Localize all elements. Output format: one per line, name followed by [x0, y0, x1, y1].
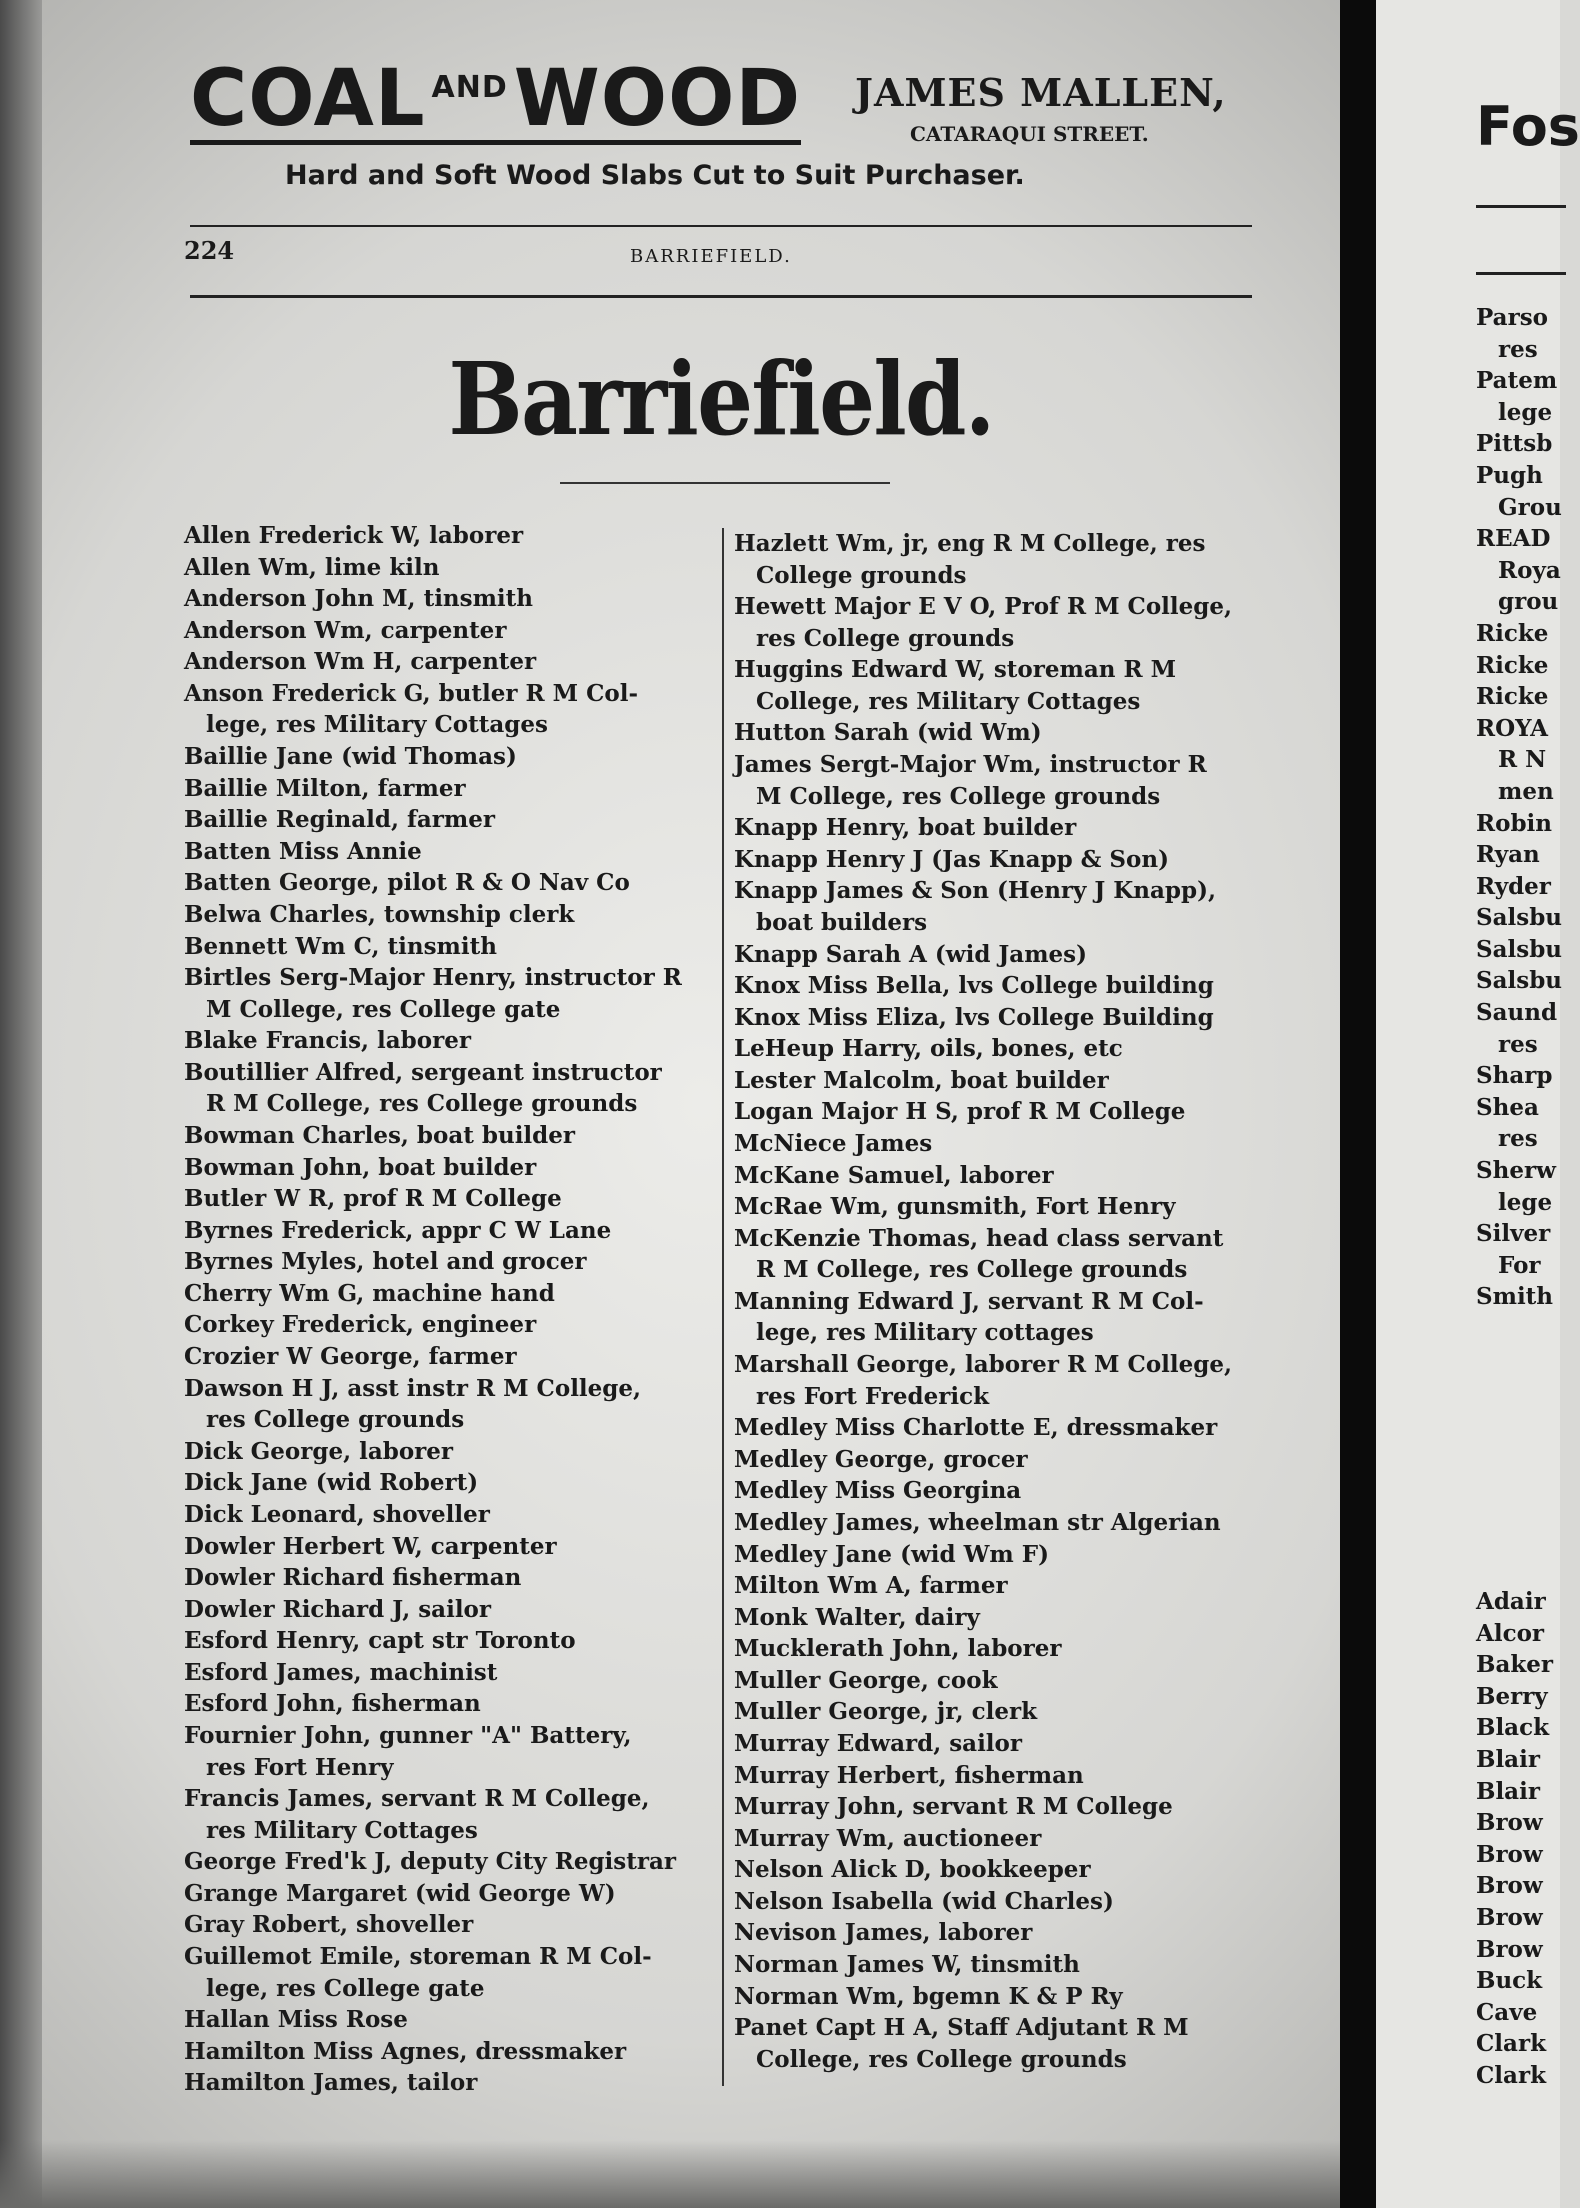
directory-entry	[184, 552, 714, 584]
directory-entry	[734, 1823, 1268, 1855]
adjacent-page-entry: Pittsb	[1476, 430, 1553, 458]
adjacent-page-entry: Blair	[1476, 1745, 1540, 1773]
entry-line: Anderson Wm, carpenter	[184, 616, 507, 644]
entry-continuation-line: M College, res College grounds	[756, 782, 1161, 810]
entry-line: Manning Edward J, servant R M Col-	[734, 1287, 1204, 1315]
entry-continuation-line: res Military Cottages	[206, 1816, 478, 1844]
column-divider	[722, 528, 724, 2086]
directory-entry	[184, 1562, 714, 1594]
adjacent-page-entry: For	[1498, 1251, 1541, 1279]
adjacent-page-entry: READ	[1476, 525, 1551, 553]
adjacent-page-entry: Berry	[1476, 1682, 1548, 1710]
directory-column-right	[734, 528, 1268, 2075]
adjacent-page-entry: lege	[1498, 398, 1553, 426]
entry-line: Anderson Wm H, carpenter	[184, 648, 537, 676]
directory-entry	[184, 1057, 714, 1120]
running-head: BARRIEFIELD.	[630, 246, 792, 267]
entry-continuation-line: M College, res College gate	[206, 995, 561, 1023]
adjacent-page-entry: Sherw	[1476, 1157, 1556, 1185]
directory-entry	[184, 1436, 714, 1468]
adjacent-page-entry: Brow	[1476, 1809, 1543, 1837]
directory-entry	[184, 615, 714, 647]
directory-entry	[734, 970, 1268, 1002]
adjacent-page-entry: Ricke	[1476, 683, 1549, 711]
directory-entry	[734, 1065, 1268, 1097]
entry-line: James Sergt-Major Wm, instructor R	[734, 751, 1207, 779]
directory-entry	[184, 1531, 714, 1563]
entry-line: Nevison James, laborer	[734, 1919, 1033, 1947]
entry-line: McNiece James	[734, 1129, 933, 1157]
entry-line: McKane Samuel, laborer	[734, 1161, 1054, 1189]
directory-entry	[734, 844, 1268, 876]
directory-entry	[184, 1120, 714, 1152]
entry-line: Huggins Edward W, storeman R M	[734, 656, 1177, 684]
adjacent-page-entry: Smith	[1476, 1283, 1554, 1311]
entry-line: Medley Miss Georgina	[734, 1477, 1022, 1505]
directory-entry	[184, 1720, 714, 1783]
directory-entry	[184, 1152, 714, 1184]
directory-entry	[184, 867, 714, 899]
entry-line: Hewett Major E V O, Prof R M College,	[734, 593, 1233, 621]
entry-line: Anderson John M, tinsmith	[184, 585, 534, 613]
directory-entry	[184, 1278, 714, 1310]
entry-continuation-line: lege, res Military Cottages	[206, 711, 548, 739]
entry-continuation-line: College grounds	[756, 561, 967, 589]
ad-title-and: AND	[431, 70, 508, 105]
adjacent-page-entry: Brow	[1476, 1903, 1543, 1931]
entry-line: Anson Frederick G, butler R M Col-	[184, 679, 639, 707]
advertisement-banner	[190, 54, 1250, 200]
adjacent-page-entry: Ryan	[1476, 841, 1540, 869]
directory-entry	[184, 899, 714, 931]
entry-line: Norman Wm, bgemn K & P Ry	[734, 1982, 1123, 2010]
adjacent-page-entry: Cave	[1476, 1998, 1538, 2026]
directory-entry	[184, 2036, 714, 2068]
directory-entry	[734, 1696, 1268, 1728]
entry-line: Baillie Milton, farmer	[184, 774, 466, 802]
ad-street: CATARAQUI STREET.	[910, 122, 1149, 146]
entry-line: Dick Leonard, shoveller	[184, 1500, 490, 1528]
entry-line: Guillemot Emile, storeman R M Col-	[184, 1943, 652, 1971]
adjacent-page-entry: Adair	[1476, 1588, 1546, 1615]
entry-line: McRae Wm, gunsmith, Fort Henry	[734, 1193, 1176, 1221]
adjacent-page-entry: Buck	[1476, 1967, 1543, 1995]
directory-entry	[734, 1475, 1268, 1507]
directory-entry	[734, 812, 1268, 844]
entry-continuation-line: res College grounds	[206, 1406, 465, 1434]
entry-line: Fournier John, gunner "A" Battery,	[184, 1721, 632, 1749]
directory-entry	[734, 939, 1268, 971]
directory-column-left	[184, 520, 714, 2099]
directory-entry	[734, 1412, 1268, 1444]
directory-entry	[184, 1657, 714, 1689]
entry-line: Esford John, fisherman	[184, 1690, 481, 1718]
directory-entry	[734, 1917, 1268, 1949]
entry-line: Corkey Frederick, engineer	[184, 1311, 537, 1339]
directory-entry	[184, 1941, 714, 2004]
entry-line: Cherry Wm G, machine hand	[184, 1279, 555, 1307]
directory-entry	[734, 528, 1268, 591]
directory-entry	[734, 1981, 1268, 2013]
adjacent-page-entry: Ricke	[1476, 619, 1549, 647]
entry-line: Byrnes Myles, hotel and grocer	[184, 1248, 587, 1276]
entry-line: Dick George, laborer	[184, 1437, 454, 1465]
directory-entry	[734, 1286, 1268, 1349]
directory-entry	[184, 1625, 714, 1657]
entry-line: Esford Henry, capt str Toronto	[184, 1627, 576, 1655]
directory-entry	[184, 1341, 714, 1373]
adjacent-page-entry: Sharp	[1476, 1062, 1553, 1090]
entry-continuation-line: lege, res Military cottages	[756, 1319, 1094, 1347]
ad-title	[190, 54, 802, 145]
adjacent-page-entry: Baker	[1476, 1651, 1554, 1679]
entry-line: Dowler Herbert W, carpenter	[184, 1532, 557, 1560]
book-gutter	[1340, 0, 1376, 2208]
directory-entry	[184, 1025, 714, 1057]
entry-line: Nelson Isabella (wid Charles)	[734, 1887, 1114, 1915]
directory-entry	[734, 1349, 1268, 1412]
entry-line: Dowler Richard fisherman	[184, 1564, 522, 1592]
entry-line: Norman James W, tinsmith	[734, 1951, 1080, 1979]
directory-entry	[734, 1444, 1268, 1476]
entry-line: Bowman Charles, boat builder	[184, 1121, 575, 1149]
entry-line: Baillie Reginald, farmer	[184, 806, 495, 834]
directory-entry	[184, 2067, 714, 2099]
directory-entry	[734, 1160, 1268, 1192]
directory-entry	[184, 773, 714, 805]
adjacent-page-header: Fos	[1476, 95, 1580, 158]
entry-line: Monk Walter, dairy	[734, 1603, 980, 1631]
entry-line: Butler W R, prof R M College	[184, 1185, 562, 1213]
entry-line: Birtles Serg-Major Henry, instructor R	[184, 964, 682, 992]
directory-entry	[184, 1499, 714, 1531]
directory-entry	[184, 804, 714, 836]
entry-line: McKenzie Thomas, head class servant	[734, 1224, 1224, 1252]
directory-entry	[734, 1033, 1268, 1065]
ad-tagline: Hard and Soft Wood Slabs Cut to Suit Purchaser.	[285, 160, 1025, 191]
adjacent-page-rule	[1476, 205, 1566, 208]
entry-line: Logan Major H S, prof R M College	[734, 1098, 1186, 1126]
adjacent-page-entry: R N	[1498, 746, 1547, 774]
directory-entry	[734, 1633, 1268, 1665]
entry-line: Murray Herbert, fisherman	[734, 1761, 1084, 1789]
directory-entry	[734, 1665, 1268, 1697]
entry-continuation-line: lege, res College gate	[206, 1974, 485, 2002]
directory-entry	[734, 1096, 1268, 1128]
ad-title-wood: WOOD	[513, 54, 802, 144]
directory-entry	[184, 836, 714, 868]
directory-entry	[734, 875, 1268, 938]
adjacent-page-entry: Ryder	[1476, 872, 1551, 900]
entry-continuation-line: R M College, res College grounds	[206, 1090, 638, 1118]
adjacent-page-entry: Robin	[1476, 809, 1552, 837]
adjacent-page-entry: res	[1498, 1125, 1538, 1153]
directory-entry	[184, 1909, 714, 1941]
entry-line: Hallan Miss Rose	[184, 2006, 408, 2034]
directory-entry	[734, 1507, 1268, 1539]
adjacent-page-entry: Silver	[1476, 1220, 1551, 1248]
entry-line: LeHeup Harry, oils, bones, etc	[734, 1035, 1123, 1063]
directory-entry	[184, 520, 714, 552]
adjacent-page-entry: Ricke	[1476, 651, 1549, 679]
entry-line: Knox Miss Bella, lvs College building	[734, 972, 1214, 1000]
entry-line: Bowman John, boat builder	[184, 1153, 537, 1181]
entry-continuation-line: res Fort Henry	[206, 1753, 394, 1781]
adjacent-page-list-top	[1476, 302, 1562, 1313]
entry-line: Dowler Richard J, sailor	[184, 1595, 492, 1623]
directory-entry	[734, 1570, 1268, 1602]
adjacent-page-entry: Salsbu	[1476, 967, 1563, 995]
ad-title-coal: COAL	[190, 54, 426, 144]
adjacent-page-fragment	[1376, 0, 1580, 2208]
entry-continuation-line: College, res Military Cottages	[756, 687, 1141, 715]
directory-entry	[734, 654, 1268, 717]
directory-entry	[184, 1467, 714, 1499]
adjacent-page-entry: Blair	[1476, 1777, 1540, 1805]
entry-line: Blake Francis, laborer	[184, 1027, 471, 1055]
directory-entry	[184, 931, 714, 963]
directory-entry	[184, 1183, 714, 1215]
header-rule-lower	[190, 295, 1252, 298]
entry-line: Knox Miss Eliza, lvs College Building	[734, 1003, 1214, 1031]
adjacent-page-entry: Saund	[1476, 999, 1558, 1027]
directory-entry	[734, 1728, 1268, 1760]
directory-entry	[734, 1886, 1268, 1918]
adjacent-page-entry: Grou	[1498, 493, 1562, 521]
directory-entry	[184, 1878, 714, 1910]
entry-line: Baillie Jane (wid Thomas)	[184, 743, 517, 771]
directory-entry	[734, 1791, 1268, 1823]
entry-line: Medley George, grocer	[734, 1445, 1028, 1473]
entry-continuation-line: boat builders	[756, 908, 928, 936]
entry-line: Medley Miss Charlotte E, dressmaker	[734, 1414, 1218, 1442]
entry-line: Knapp Sarah A (wid James)	[734, 940, 1087, 968]
entry-continuation-line: res Fort Frederick	[756, 1382, 990, 1410]
directory-entry	[184, 1594, 714, 1626]
adjacent-page-entry: Roya	[1498, 556, 1561, 584]
directory-entry	[734, 1539, 1268, 1571]
directory-entry	[184, 1783, 714, 1846]
adjacent-page-entry: lege	[1498, 1188, 1553, 1216]
directory-entry	[184, 678, 714, 741]
entry-line: Medley Jane (wid Wm F)	[734, 1540, 1049, 1568]
entry-line: Knapp Henry J (Jas Knapp & Son)	[734, 845, 1169, 873]
directory-entry	[184, 583, 714, 615]
entry-line: Crozier W George, farmer	[184, 1343, 517, 1371]
entry-line: Allen Frederick W, laborer	[184, 522, 524, 549]
directory-entry	[184, 1373, 714, 1436]
entry-line: Murray John, servant R M College	[734, 1793, 1173, 1821]
header-rule-upper	[190, 225, 1252, 227]
directory-entry	[734, 1602, 1268, 1634]
scan-bottom-edge-shadow	[0, 2140, 1340, 2208]
adjacent-page-entry: res	[1498, 1030, 1538, 1058]
directory-entry	[184, 2004, 714, 2036]
adjacent-page-entry: men	[1498, 777, 1554, 805]
adjacent-page-rule	[1476, 272, 1566, 275]
directory-entry	[184, 1688, 714, 1720]
directory-entry	[734, 1002, 1268, 1034]
entry-line: Medley James, wheelman str Algerian	[734, 1508, 1221, 1536]
adjacent-page-entry: Salsbu	[1476, 904, 1563, 932]
adjacent-page-entry: Clark	[1476, 2061, 1546, 2089]
entry-line: Muller George, jr, clerk	[734, 1698, 1038, 1726]
entry-line: Gray Robert, shoveller	[184, 1911, 474, 1939]
adjacent-page-entry: Shea	[1476, 1093, 1539, 1121]
entry-line: Panet Capt H A, Staff Adjutant R M	[734, 2014, 1189, 2042]
adjacent-page-list-bottom	[1476, 1586, 1553, 2092]
entry-line: Hazlett Wm, jr, eng R M College, res	[734, 530, 1206, 557]
entry-continuation-line: res College grounds	[756, 624, 1015, 652]
entry-continuation-line: R M College, res College grounds	[756, 1256, 1188, 1284]
entry-line: Muller George, cook	[734, 1666, 998, 1694]
adjacent-page-entry: Brow	[1476, 1935, 1543, 1963]
directory-entry	[734, 2012, 1268, 2075]
directory-entry	[184, 1309, 714, 1341]
entry-line: Bennett Wm C, tinsmith	[184, 932, 497, 960]
entry-line: Allen Wm, lime kiln	[184, 553, 440, 581]
entry-line: Hutton Sarah (wid Wm)	[734, 719, 1042, 747]
directory-entry	[184, 962, 714, 1025]
directory-entry	[734, 591, 1268, 654]
adjacent-page-entry: ROYA	[1476, 714, 1548, 742]
entry-line: Byrnes Frederick, appr C W Lane	[184, 1216, 612, 1244]
adjacent-page-entry: Black	[1476, 1714, 1550, 1742]
directory-entry	[184, 741, 714, 773]
entry-line: Mucklerath John, laborer	[734, 1635, 1062, 1663]
directory-entry	[734, 1191, 1268, 1223]
directory-entry	[734, 1854, 1268, 1886]
entry-line: Hamilton Miss Agnes, dressmaker	[184, 2037, 627, 2065]
entry-line: Dawson H J, asst instr R M College,	[184, 1374, 642, 1402]
entry-line: Belwa Charles, township clerk	[184, 900, 575, 928]
directory-entry	[184, 1246, 714, 1278]
adjacent-page-entry: Parso	[1476, 304, 1548, 331]
directory-entry	[184, 1846, 714, 1878]
directory-entry	[734, 717, 1268, 749]
entry-line: Knapp Henry, boat builder	[734, 814, 1077, 842]
adjacent-page-entry: Pugh	[1476, 461, 1543, 489]
scan-left-edge-shadow	[0, 0, 42, 2208]
entry-line: Francis James, servant R M College,	[184, 1785, 650, 1813]
page-number: 224	[184, 236, 235, 265]
directory-entry	[734, 1760, 1268, 1792]
entry-line: Milton Wm A, farmer	[734, 1572, 1008, 1600]
directory-entry	[734, 1223, 1268, 1286]
directory-entry	[734, 1949, 1268, 1981]
adjacent-page-entry: Brow	[1476, 1872, 1543, 1900]
section-title: Barriefield.	[448, 340, 994, 458]
entry-line: Knapp James & Son (Henry J Knapp),	[734, 877, 1216, 905]
title-underline	[560, 482, 890, 484]
entry-line: Marshall George, laborer R M College,	[734, 1351, 1233, 1379]
adjacent-page-entry: Salsbu	[1476, 935, 1563, 963]
directory-entry	[184, 1215, 714, 1247]
adjacent-page-entry: res	[1498, 335, 1538, 363]
directory-entry	[734, 749, 1268, 812]
adjacent-page-entry: Clark	[1476, 2030, 1546, 2058]
entry-line: Lester Malcolm, boat builder	[734, 1066, 1109, 1094]
entry-line: Murray Wm, auctioneer	[734, 1824, 1042, 1852]
entry-line: Batten George, pilot R & O Nav Co	[184, 869, 630, 897]
directory-entry	[184, 646, 714, 678]
entry-line: Esford James, machinist	[184, 1658, 498, 1686]
entry-line: Grange Margaret (wid George W)	[184, 1879, 616, 1907]
entry-line: George Fred'k J, deputy City Registrar	[184, 1848, 676, 1876]
entry-line: Batten Miss Annie	[184, 837, 422, 865]
directory-entry	[734, 1128, 1268, 1160]
entry-line: Dick Jane (wid Robert)	[184, 1469, 479, 1497]
adjacent-page-entry: grou	[1498, 588, 1559, 616]
adjacent-page-entry: Brow	[1476, 1840, 1543, 1868]
ad-proprietor-name: JAMES MALLEN,	[855, 70, 1227, 115]
adjacent-page-entry: Patem	[1476, 367, 1558, 395]
entry-line: Murray Edward, sailor	[734, 1729, 1023, 1757]
adjacent-page-entry: Alcor	[1476, 1619, 1545, 1647]
entry-line: Boutillier Alfred, sergeant instructor	[184, 1058, 662, 1086]
entry-line: Hamilton James, tailor	[184, 2069, 478, 2097]
entry-continuation-line: College, res College grounds	[756, 2045, 1127, 2073]
entry-line: Nelson Alick D, bookkeeper	[734, 1856, 1091, 1884]
